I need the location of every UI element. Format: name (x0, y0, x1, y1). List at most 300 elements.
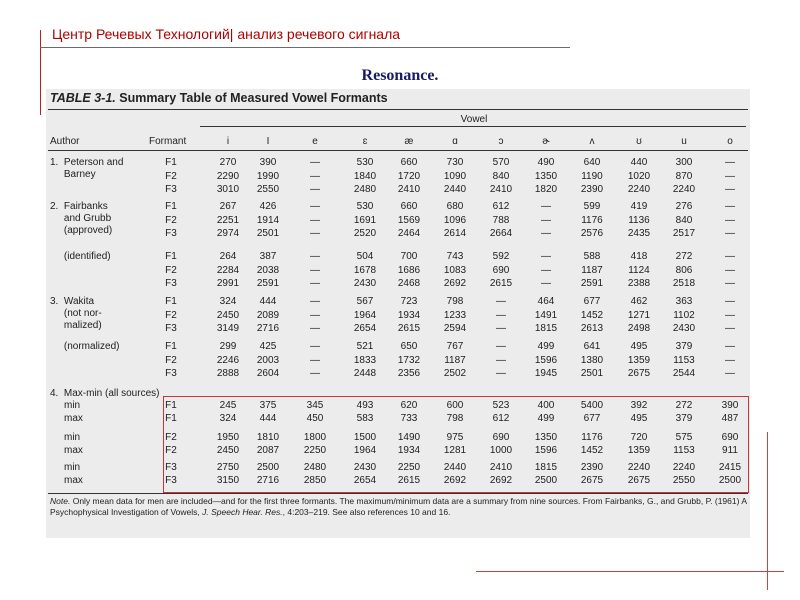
table-cell: 324 (219, 296, 237, 307)
table-cell: 523 (492, 400, 510, 411)
table-cell: 2480 (303, 462, 327, 473)
vowel-column-header: u (681, 136, 687, 147)
table-cell: — (725, 296, 735, 307)
table-cell: 911 (722, 444, 738, 456)
table-cell: 767 (446, 341, 464, 352)
table-cell: 1691 (353, 214, 377, 226)
table-cell: 1124 (628, 264, 650, 276)
table-cell: — (496, 341, 506, 352)
author-header: Author (50, 136, 80, 147)
table-cell: 387 (259, 251, 277, 262)
vowel-column-header: ɑ (452, 136, 458, 147)
table-cell: — (310, 251, 320, 262)
table-cell: 2550 (672, 474, 696, 486)
table-cell: 2410 (489, 462, 513, 473)
table-cell: 700 (400, 251, 418, 262)
table-cell: 1083 (443, 264, 467, 276)
table-cell: 2388 (627, 278, 651, 289)
table-cell: 723 (400, 296, 418, 307)
table-cell: 641 (583, 341, 601, 352)
table-cell: 2604 (256, 368, 280, 379)
table-cell: 690 (721, 432, 739, 443)
note-label: Note. (50, 496, 71, 506)
table-cell: 600 (446, 400, 464, 411)
table-cell: 2430 (672, 323, 696, 334)
table-cell: 400 (537, 400, 555, 411)
formant-label: F3 (165, 474, 177, 486)
table-cell: 2654 (353, 323, 377, 334)
table-cell: 1136 (628, 214, 650, 226)
vowel-column-header: i (226, 136, 230, 147)
table-cell: — (310, 157, 320, 168)
table-cell: 620 (400, 400, 418, 411)
author-cell: 3. Wakita (not nor- malized) (50, 296, 102, 331)
table-cell: 1176 (581, 214, 603, 226)
table-cell: 521 (356, 341, 374, 352)
table-cell: 2003 (256, 354, 280, 366)
table-cell: 392 (630, 400, 648, 411)
table-cell: — (725, 201, 735, 212)
formant-label: F1 (165, 341, 177, 352)
table-cell: 345 (306, 400, 324, 411)
vowel-column-header: ʌ (589, 136, 595, 147)
table-cell: 2290 (216, 170, 240, 182)
table-cell: 324 (219, 412, 237, 424)
table-cell: 2576 (580, 228, 604, 239)
table-cell: 2240 (672, 462, 696, 473)
formant-label: F1 (165, 412, 177, 424)
table-cell: 1271 (627, 309, 651, 321)
column-header-rule (48, 150, 748, 151)
maxmin-label: max (64, 444, 83, 456)
table-cell: 272 (675, 251, 693, 262)
table-cell: 267 (219, 201, 237, 212)
table-cell: 299 (219, 341, 237, 352)
table-cell: 1490 (397, 432, 421, 443)
table-cell: 276 (675, 201, 693, 212)
table-cell: 3010 (216, 184, 240, 195)
table-cell: 1090 (443, 170, 467, 182)
table-cell: 1732 (397, 354, 421, 366)
table-cell: 495 (630, 341, 648, 352)
table-cell: 1934 (397, 444, 421, 456)
table-cell: 733 (400, 412, 418, 424)
table-cell: 2390 (580, 184, 604, 195)
table-cell: 2750 (216, 462, 240, 473)
table-cell: — (541, 201, 551, 212)
table-cell: 2974 (216, 228, 240, 239)
table-cell: — (310, 264, 320, 276)
table-cell: 2480 (353, 184, 377, 195)
table-cell: 2615 (489, 278, 513, 289)
vowel-column-header: e (312, 136, 318, 147)
table-cell: — (310, 323, 320, 334)
table-cell: 2654 (353, 474, 377, 486)
table-cell: 444 (259, 296, 277, 307)
table-cell: 493 (356, 400, 374, 411)
author-cell: 1. Peterson and Barney (50, 157, 124, 180)
header-title: Центр Речевых Технологий| анализ речевого сигнала (52, 26, 401, 42)
table-cell: 1840 (353, 170, 377, 182)
vowel-header-rule (200, 126, 746, 127)
table-cell: 444 (259, 412, 277, 424)
table-cell: 390 (259, 157, 277, 168)
table-cell: 363 (675, 296, 693, 307)
table-cell: 2087 (256, 444, 280, 456)
table-caption-text: Summary Table of Measured Vowel Formants (119, 91, 388, 105)
table-cell: — (496, 296, 506, 307)
table-cell: — (725, 323, 735, 334)
table-cell: 1678 (353, 264, 377, 276)
table-cell: 1569 (397, 214, 421, 226)
table-cell: 2284 (216, 264, 240, 276)
table-cell: 2240 (672, 184, 696, 195)
table-cell: — (725, 214, 735, 226)
table-cell: 2692 (443, 474, 467, 486)
table-cell: — (725, 309, 735, 321)
table-cell: 1359 (627, 354, 651, 366)
table-cell: 570 (492, 157, 510, 168)
table-cell: 677 (583, 296, 601, 307)
table-cell: 2356 (397, 368, 421, 379)
table-cell: 2440 (443, 184, 467, 195)
table-cell: 1187 (581, 264, 603, 276)
table-cell: 806 (675, 264, 693, 276)
table-cell: — (541, 251, 551, 262)
maxmin-label: min (64, 462, 81, 473)
table-cell: 426 (259, 201, 277, 212)
table-cell: — (725, 341, 735, 352)
table-cell: 1810 (256, 432, 280, 443)
maxmin-title: 4. Max-min (all sources) (50, 388, 160, 399)
slide-title: Resonance. (361, 67, 439, 84)
formant-label: F2 (165, 444, 177, 456)
table-cell: 2501 (256, 228, 280, 239)
table-cell: 1491 (534, 309, 558, 321)
table-cell: 1596 (534, 354, 558, 366)
table-cell: 270 (219, 157, 237, 168)
table-cell: 530 (356, 157, 374, 168)
table-cell: 2430 (353, 278, 377, 289)
maxmin-label: max (64, 474, 83, 486)
vowel-column-header: ɛ (362, 136, 368, 147)
table-cell: 264 (219, 251, 237, 262)
table-cell: 1990 (256, 170, 280, 182)
table-cell: 2246 (216, 354, 240, 366)
table-cell: 1720 (397, 170, 421, 182)
table-cell: 418 (630, 251, 648, 262)
table-cell: 1380 (580, 354, 604, 366)
table-cell: 2716 (256, 323, 280, 334)
table-cell: 487 (721, 412, 739, 424)
vowel-column-header: ʊ (636, 136, 642, 147)
formant-label: F3 (165, 184, 177, 195)
decor-horizontal-bottom (476, 571, 784, 572)
formant-label: F3 (165, 278, 177, 289)
table-cell: 2240 (627, 184, 651, 195)
table-cell: 612 (492, 412, 510, 424)
table-cell: 2692 (489, 474, 513, 486)
table-cell: 3150 (216, 474, 240, 486)
table-cell: 2500 (256, 462, 280, 473)
table-top-rule (48, 109, 748, 110)
formant-label: F2 (165, 354, 177, 366)
vowel-column-header: I (266, 136, 270, 147)
table-cell: 1359 (627, 444, 651, 456)
table-cell: 2390 (580, 462, 604, 473)
table-cell: — (725, 354, 735, 366)
table-cell: 2430 (353, 462, 377, 473)
table-cell: 599 (583, 201, 601, 212)
table-cell: 660 (400, 201, 418, 212)
table-cell: 2613 (580, 323, 604, 334)
table-cell: 2502 (443, 368, 467, 379)
table-cell: 379 (675, 412, 693, 424)
table-cell: 1020 (627, 170, 651, 182)
table-cell: 870 (675, 170, 693, 182)
table-cell: 2498 (627, 323, 651, 334)
table-cell: 2594 (443, 323, 467, 334)
table-cell: 2240 (627, 462, 651, 473)
table-cell: 300 (675, 157, 693, 168)
formant-label: F3 (165, 323, 177, 334)
table-cell: 1176 (581, 432, 603, 443)
table-cell: 2544 (672, 368, 696, 379)
table-cell: 375 (259, 400, 277, 411)
table-cell: 1452 (580, 444, 604, 456)
table-cell: 1914 (256, 214, 280, 226)
table-caption-prefix: TABLE 3-1. (50, 91, 116, 105)
table-cell: — (310, 214, 320, 226)
table-cell: 1596 (534, 444, 558, 456)
table-cell: 499 (537, 412, 555, 424)
author-cell: 2. Fairbanks and Grubb (approved) (50, 201, 113, 236)
table-cell: 5400 (580, 400, 604, 411)
table-cell: 1187 (444, 354, 466, 366)
table-cell: 2500 (534, 474, 558, 486)
table-cell: 2520 (353, 228, 377, 239)
table-cell: 1800 (303, 432, 327, 443)
formant-label: F1 (165, 157, 177, 168)
formant-label: F2 (165, 170, 177, 182)
note-text: Only mean data for men are included—and for the first three formants. The maximum/minimum data are a summary from nine sources. From Fairbanks, G., and Grubb, P. (1961) A Psychophysical Investigation of Vowels, (50, 496, 747, 517)
formant-label: F2 (165, 264, 177, 276)
table-cell: 2038 (256, 264, 280, 276)
table-cell: 2675 (580, 474, 604, 486)
table-cell: 2692 (443, 278, 467, 289)
table-cell: 1233 (443, 309, 467, 321)
table-cell: 1950 (216, 432, 240, 443)
table-cell: 2615 (397, 474, 421, 486)
formant-label: F2 (165, 214, 177, 226)
table-cell: — (496, 309, 506, 321)
formant-label: F3 (165, 368, 177, 379)
vowel-column-header: ɚ (542, 136, 550, 147)
formant-label: F1 (165, 251, 177, 262)
table-cell: 2410 (397, 184, 421, 195)
table-cell: 1190 (581, 170, 603, 182)
table-cell: 425 (259, 341, 277, 352)
table-cell: 840 (492, 170, 510, 182)
table-cell: 440 (630, 157, 648, 168)
table-cell: 490 (537, 157, 555, 168)
table-cell: 1934 (397, 309, 421, 321)
table-cell: 2614 (443, 228, 467, 239)
table-cell: 1945 (534, 368, 558, 379)
table-cell: — (541, 278, 551, 289)
table-cell: 1964 (353, 309, 377, 321)
formant-label: F2 (165, 309, 177, 321)
table-cell: — (725, 278, 735, 289)
maxmin-highlight-box (163, 396, 749, 493)
table-cell: 3149 (216, 323, 240, 334)
table-cell: 2415 (718, 462, 742, 473)
table-cell: — (310, 341, 320, 352)
table-cell: — (496, 368, 506, 379)
table-cell: 690 (492, 432, 510, 443)
header-rule (40, 47, 570, 48)
table-cell: 730 (446, 157, 464, 168)
table-bottom-rule (48, 493, 748, 494)
table-cell: 640 (583, 157, 601, 168)
table-cell: — (541, 214, 551, 226)
table-cell: — (310, 296, 320, 307)
table-cell: 567 (356, 296, 374, 307)
table-cell: 1686 (397, 264, 421, 276)
table-cell: — (725, 184, 735, 195)
table-cell: — (310, 368, 320, 379)
table-cell: 495 (630, 412, 648, 424)
table-cell: 743 (446, 251, 464, 262)
table-cell: 2250 (303, 444, 327, 456)
table-cell: 690 (492, 264, 510, 276)
table-cell: 2664 (489, 228, 513, 239)
table-cell: — (725, 157, 735, 168)
table-cell: 1096 (443, 214, 467, 226)
author-cell: (identified) (50, 251, 111, 262)
table-cell: 1815 (534, 462, 558, 473)
table-cell: 2675 (627, 368, 651, 379)
table-cell: 798 (446, 412, 464, 424)
table-cell: 1452 (580, 309, 604, 321)
table-cell: — (310, 170, 320, 182)
table-cell: — (725, 368, 735, 379)
table-cell: 2716 (256, 474, 280, 486)
table-cell: — (496, 354, 506, 366)
decor-vertical-right (767, 432, 768, 590)
table-caption (50, 91, 388, 105)
table-cell: 798 (446, 296, 464, 307)
formant-label: F2 (165, 432, 177, 443)
table-cell: 2550 (256, 184, 280, 195)
table-cell: 680 (446, 201, 464, 212)
table-cell: 530 (356, 201, 374, 212)
table-cell: 464 (537, 296, 555, 307)
table-cell: 1000 (489, 444, 513, 456)
table-cell: 677 (583, 412, 601, 424)
formant-label: F3 (165, 462, 177, 473)
table-cell: 1964 (353, 444, 377, 456)
table-cell: 2991 (216, 278, 240, 289)
table-cell: — (310, 309, 320, 321)
vowel-column-header: ɔ (498, 136, 504, 147)
table-cell: 504 (356, 251, 374, 262)
table-cell: 2518 (672, 278, 696, 289)
vowel-column-header: æ (404, 136, 414, 147)
table-cell: 2440 (443, 462, 467, 473)
table-cell: 612 (492, 201, 510, 212)
table-cell: 1815 (534, 323, 558, 334)
table-cell: 2410 (489, 184, 513, 195)
table-cell: 450 (306, 412, 324, 424)
vowel-column-header: o (727, 136, 733, 147)
table-cell: — (541, 228, 551, 239)
table-cell: 1153 (673, 444, 695, 456)
note-tail: , 4:203–219. See also references 10 and 16. (282, 507, 451, 517)
table-cell: 2251 (216, 214, 240, 226)
table-cell: 2435 (627, 228, 651, 239)
table-cell: 583 (356, 412, 374, 424)
table-cell: 840 (675, 214, 693, 226)
table-cell: 1281 (443, 444, 467, 456)
table-cell: 390 (721, 400, 739, 411)
table-cell: — (496, 323, 506, 334)
formant-label: F1 (165, 201, 177, 212)
table-cell: 245 (219, 400, 237, 411)
maxmin-label: min (64, 400, 81, 411)
table-cell: 2250 (397, 462, 421, 473)
table-cell: — (725, 251, 735, 262)
table-cell: 2591 (580, 278, 604, 289)
table-note (50, 496, 748, 518)
table-cell: 419 (630, 201, 648, 212)
author-cell: (normalized) (50, 341, 120, 352)
table-cell: 2450 (216, 444, 240, 456)
table-cell: 2464 (397, 228, 421, 239)
vowel-header: Vowel (460, 114, 488, 125)
table-cell: 975 (446, 432, 464, 443)
formant-header: Formant (149, 136, 187, 147)
table-cell: 272 (675, 400, 693, 411)
table-cell: 499 (537, 341, 555, 352)
table-cell: 1500 (353, 432, 377, 443)
table-cell: 1820 (534, 184, 558, 195)
table-cell: 1350 (534, 432, 558, 443)
table-cell: — (541, 264, 551, 276)
table-cell: 1833 (353, 354, 377, 366)
table-cell: 2615 (397, 323, 421, 334)
table-cell: 650 (400, 341, 418, 352)
table-cell: — (310, 201, 320, 212)
table-cell: — (725, 264, 735, 276)
table-cell: 1350 (534, 170, 558, 182)
table-cell: 2517 (672, 228, 696, 239)
table-cell: 2448 (353, 368, 377, 379)
formant-label: F1 (165, 296, 177, 307)
table-cell: — (725, 228, 735, 239)
table-cell: — (725, 170, 735, 182)
table-cell: 575 (675, 432, 693, 443)
table-cell: 592 (492, 251, 510, 262)
table-cell: 2888 (216, 368, 240, 379)
table-cell: 2468 (397, 278, 421, 289)
table-cell: 2500 (718, 474, 742, 486)
table-cell: 1102 (673, 309, 695, 321)
table-cell: 2501 (580, 368, 604, 379)
table-cell: — (310, 278, 320, 289)
table-cell: 379 (675, 341, 693, 352)
table-cell: 660 (400, 157, 418, 168)
